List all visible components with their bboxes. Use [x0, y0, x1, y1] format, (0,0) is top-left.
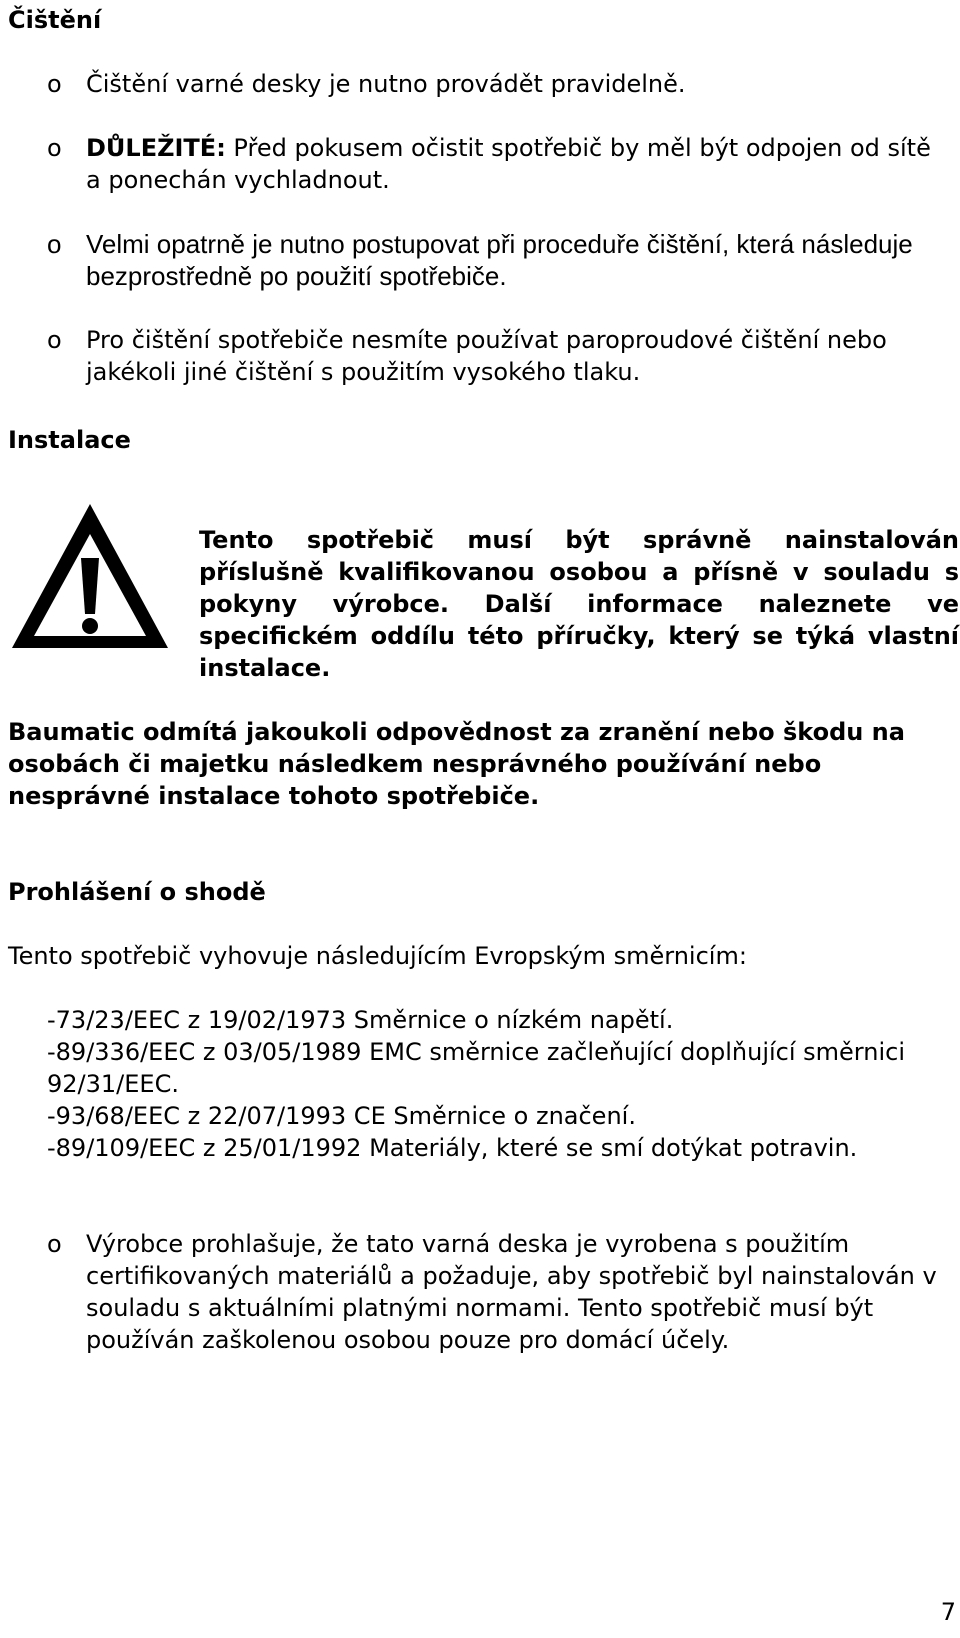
warning-triangle-icon [8, 500, 172, 652]
bullet-text: Výrobce prohlašuje, že tato varná deska je vyrobena s použitím certifikovaných materiálů a požaduje, aby spotřebič byl nainstalován v souladu s aktuálními platnými normami. Tento spotřebič musí být používán zaškolenou osobou pouze pro domácí účely. [86, 1230, 937, 1354]
bullet-text: Velmi opatrně je nutno postupovat při proceduře čištění, která následuje bezprostředně po použití spotřebiče. [86, 229, 913, 291]
bullet-text [86, 132, 946, 196]
directive-list [47, 1004, 947, 1164]
liability-disclaimer: Baumatic odmítá jakoukoli odpovědnost za zranění nebo škodu na osobách či majetku následkem nesprávného používání nebo nesprávné instalace tohoto spotřebiče. [8, 718, 905, 810]
cleaning-heading: Čištění [8, 6, 102, 34]
page-number: 7 [940, 1598, 956, 1626]
important-text: Před pokusem očistit spotřebič by měl být odpojen od sítě a ponechán vychladnout. [86, 134, 931, 194]
installation-warning-text: Tento spotřebič musí být správně nainstalován příslušně kvalifikovanou osobou a přísně v souladu s pokyny výrobce. Další informace naleznete ve specifickém oddílu této příručky, který se týká vlastní instalace. [199, 526, 959, 682]
bullet-marker: o [47, 1230, 62, 1258]
important-label: DŮLEŽITÉ: [86, 134, 226, 162]
list-item: -93/68/EEC z 22/07/1993 CE Směrnice o značení. [47, 1102, 636, 1130]
bullet-marker: o [47, 70, 62, 98]
bullet-text: Pro čištění spotřebiče nesmíte používat paroproudové čištění nebo jakékoli jiné čištění s použitím vysokého tlaku. [86, 326, 887, 386]
list-item: -89/336/EEC z 03/05/1989 EMC směrnice začleňující doplňující směrnici 92/31/EEC. [47, 1038, 905, 1098]
bullet-marker: o [47, 134, 62, 162]
list-item: -73/23/EEC z 19/02/1973 Směrnice o nízkém napětí. [47, 1006, 674, 1034]
bullet-marker: o [47, 326, 62, 354]
list-item: -89/109/EEC z 25/01/1992 Materiály, které se smí dotýkat potravin. [47, 1134, 858, 1162]
conformity-heading: Prohlášení o shodě [8, 878, 266, 906]
conformity-intro: Tento spotřebič vyhovuje následujícím Evropským směrnicím: [8, 942, 747, 970]
bullet-marker: o [47, 229, 62, 259]
bullet-text: Čištění varné desky je nutno provádět pravidelně. [86, 70, 686, 98]
installation-heading: Instalace [8, 426, 131, 454]
